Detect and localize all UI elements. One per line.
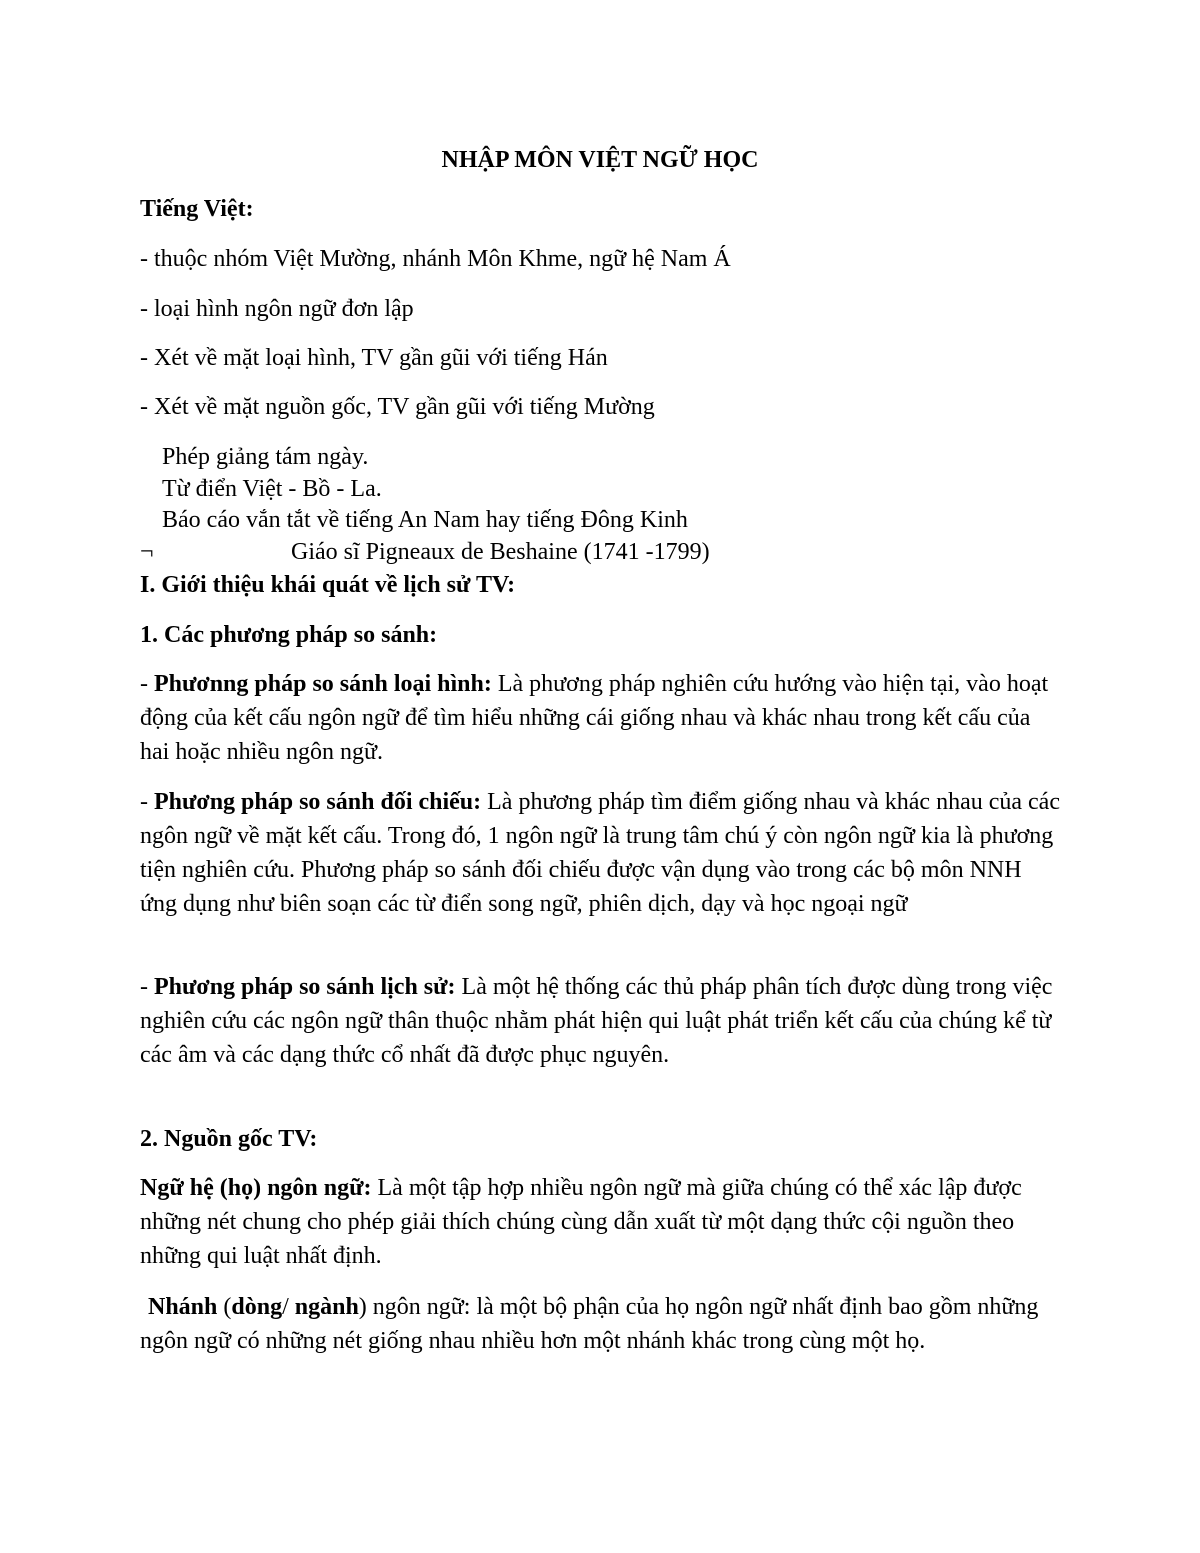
method-text: Là phương pháp nghiên cứu hướng vào hiện tại, vào hoạt động của kết cấu ngôn ngữ để tìm hiểu những cái giống nhau và khác nhau trong kết cấu của hai hoặc nhiều ngôn ngữ. bbox=[140, 671, 1049, 765]
definition-term: ngành bbox=[294, 1294, 359, 1320]
definition-text: Là một tập hợp nhiều ngôn ngữ mà giữa chúng có thể xác lập được những nét chung cho phép giải thích chúng cùng dẫn xuất từ một dạng thức cội nguồn theo những qui luật nhất định. bbox=[140, 1175, 1022, 1269]
intro-heading: Tiếng Việt: bbox=[140, 196, 254, 222]
section-heading: I. Giới thiệu khái quát về lịch sử TV: bbox=[140, 572, 516, 598]
definition-term: Nhánh bbox=[148, 1294, 218, 1320]
method-dash: - bbox=[140, 671, 154, 697]
definition-term: Ngữ hệ (họ) ngôn ngữ: bbox=[140, 1175, 372, 1201]
author-line: Giáo sĩ Pigneaux de Beshaine (1741 -1799) bbox=[291, 539, 710, 565]
method-dash: - bbox=[140, 789, 154, 815]
intro-bullet: - thuộc nhóm Việt Mường, nhánh Môn Khme, ngữ hệ Nam Á bbox=[140, 246, 731, 272]
subsection-heading: 1. Các phương pháp so sánh: bbox=[140, 622, 438, 648]
method-paragraph bbox=[140, 667, 1060, 769]
method-paragraph bbox=[140, 785, 1060, 921]
work-title: Từ điển Việt - Bồ - La. bbox=[162, 476, 382, 502]
definition-term: dòng bbox=[231, 1294, 283, 1320]
document-title: NHẬP MÔN VIỆT NGỮ HỌC bbox=[441, 147, 759, 173]
intro-bullet: - loại hình ngôn ngữ đơn lập bbox=[140, 296, 414, 322]
method-paragraph bbox=[140, 970, 1060, 1072]
definition-term-plain: / bbox=[282, 1294, 295, 1320]
not-sign-symbol: ¬ bbox=[140, 539, 154, 565]
work-title: Báo cáo vắn tắt về tiếng An Nam hay tiếng Đông Kinh bbox=[162, 507, 688, 533]
intro-bullet: - Xét về mặt loại hình, TV gần gũi với tiếng Hán bbox=[140, 345, 608, 371]
definition-text: ) ngôn ngữ: là một bộ phận của họ ngôn ngữ nhất định bao gồm những ngôn ngữ có những nét giống nhau nhiều hơn một nhánh khác trong cùng một họ. bbox=[140, 1294, 1039, 1354]
method-term: Phươnng pháp so sánh loại hình: bbox=[154, 671, 492, 697]
subsection-heading: 2. Nguồn gốc TV: bbox=[140, 1126, 318, 1152]
method-text: Là một hệ thống các thủ pháp phân tích được dùng trong việc nghiên cứu các ngôn ngữ thân thuộc nhằm phát hiện qui luật phát triển kết cấu của chúng kể từ các âm và các dạng thức cổ nhất đã được phục nguyên. bbox=[140, 974, 1053, 1068]
work-title: Phép giảng tám ngày. bbox=[162, 444, 369, 470]
definition-paragraph bbox=[140, 1290, 1060, 1358]
definition-paragraph bbox=[140, 1171, 1060, 1273]
intro-bullet: - Xét về mặt nguồn gốc, TV gần gũi với tiếng Mường bbox=[140, 394, 655, 420]
method-dash: - bbox=[140, 974, 154, 1000]
definition-term-plain: ( bbox=[217, 1294, 232, 1320]
method-term: Phương pháp so sánh đối chiếu: bbox=[154, 789, 482, 815]
method-text: Là phương pháp tìm điểm giống nhau và khác nhau của các ngôn ngữ về mặt kết cấu. Trong đó, 1 ngôn ngữ là trung tâm chú ý còn ngôn ngữ kia là phương tiện nghiên cứu. Phương pháp so sánh đối chiếu được vận dụng vào trong các bộ môn NNH ứng dụng như biên soạn các từ điển song ngữ, phiên dịch, dạy và học ngoại ngữ bbox=[140, 789, 1060, 917]
method-term: Phương pháp so sánh lịch sử: bbox=[154, 974, 456, 1000]
